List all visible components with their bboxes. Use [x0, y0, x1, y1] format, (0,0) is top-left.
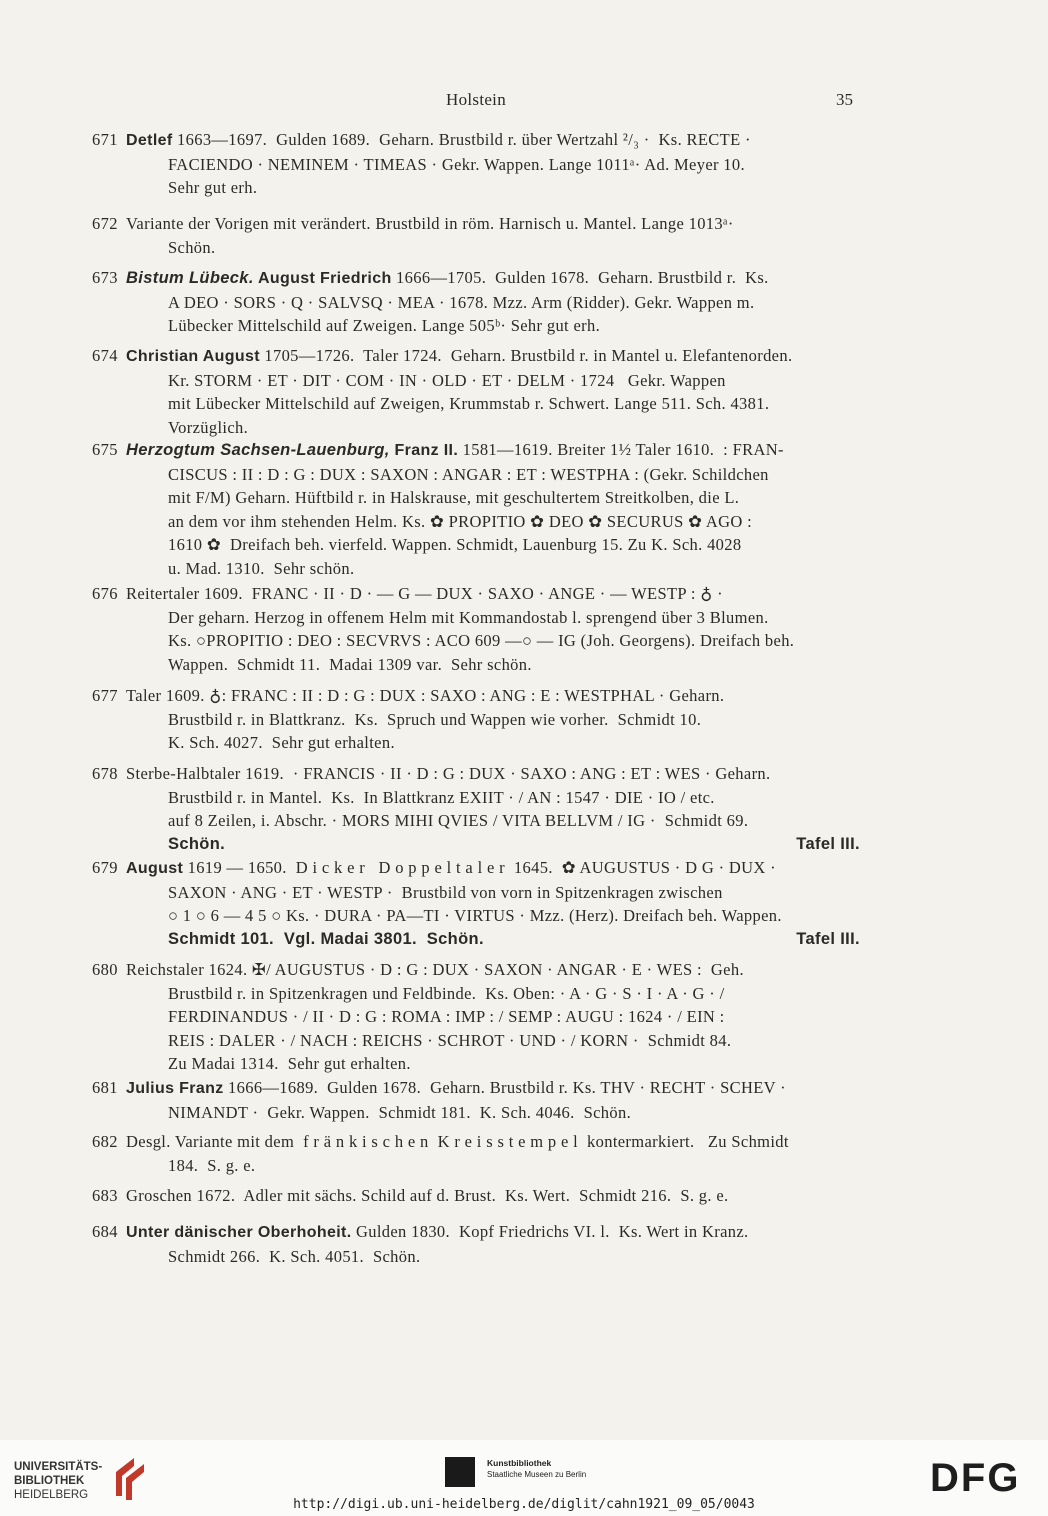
- entry-text: NIMANDT · Gekr. Wappen. Schmidt 181. K. Sch. 4046. Schön.: [168, 1102, 632, 1122]
- entry-line-content: [168, 833, 225, 857]
- catalogue-entry: [92, 1184, 860, 1208]
- entry-text: SAXON · ANG · ET · WESTP · Brustbild von vorn in Spitzenkragen zwischen: [168, 882, 723, 902]
- library-name-line: UNIVERSITÄTS-: [14, 1461, 103, 1473]
- entry-heading: Julius Franz: [126, 1080, 224, 1097]
- entry-line: [92, 153, 860, 177]
- entry-line-content: [168, 904, 782, 928]
- lot-number: 679: [92, 858, 118, 877]
- entry-text: 1663—1697. Gulden 1689. Geharn. Brustbild r. über Wertzahl ²/₃ · Ks. RECTE ·: [172, 130, 751, 149]
- entry-line-content: [168, 1154, 255, 1178]
- lot-number: 672: [92, 214, 118, 233]
- entry-text: Schmidt 101. Vgl. Madai 3801. Schön.: [168, 929, 484, 948]
- entry-line: [92, 176, 860, 200]
- entry-line-content: [168, 606, 769, 630]
- entry-text: Gulden 1830. Kopf Friedrichs VI. l. Ks. Wert in Kranz.: [351, 1222, 749, 1241]
- entry-line: [92, 463, 860, 487]
- entry-line-content: [92, 856, 776, 881]
- entry-text: 1610 ✿ Dreifach beh. vierfeld. Wappen. Schmidt, Lauenburg 15. Zu K. Sch. 4028: [168, 535, 742, 554]
- entry-text: ○ 1 ○ 6 — 4 5 ○ Ks. · DURA · PA—TI · VIRTUS · Mzz. (Herz). Dreifach beh. Wappen.: [168, 906, 782, 925]
- entry-ruler: August Friedrich: [253, 270, 392, 287]
- catalogue-entry: [92, 438, 860, 580]
- catalogue-entry: [92, 856, 860, 951]
- catalogue-entry: [92, 266, 860, 338]
- lot-number: 675: [92, 440, 118, 459]
- entry-text: CISCUS : II : D : G : DUX : SAXON : ANGAR : ET : WESTPHA : (Gekr. Schildchen: [168, 464, 769, 484]
- entry-line-content: [168, 557, 354, 581]
- catalogue-entry: [92, 958, 860, 1076]
- lot-number: 683: [92, 1186, 118, 1205]
- entry-text: Sterbe-Halbtaler 1619. · FRANCIS · II · D : G : DUX · SAXO : ANG : ET : WES · Geharn.: [126, 764, 771, 783]
- entry-line: [92, 510, 860, 534]
- entry-line-content: [168, 1101, 631, 1125]
- entry-heading: Herzogtum Sachsen-Lauenburg,: [126, 441, 390, 459]
- entry-text: Schmidt 266. K. Sch. 4051. Schön.: [168, 1246, 421, 1266]
- entry-text: Wappen. Schmidt 11. Madai 1309 var. Sehr schön.: [168, 654, 532, 674]
- lot-number: 681: [92, 1078, 118, 1097]
- entry-line: [92, 1245, 860, 1269]
- entry-text: Lübecker Mittelschild auf Zweigen. Lange 505ᵇ· Sehr gut erh.: [168, 316, 601, 335]
- entry-text: Ks. ○PROPITIO : DEO : SECVRVS : ACO 609 —○ — IG (Joh. Georgens). Dreifach beh.: [168, 631, 795, 650]
- entry-text: auf 8 Zeilen, i. Abschr. · MORS MIHI QVIES / VITA BELLVM / IG · Schmidt 69.: [168, 811, 749, 830]
- entry-text: 1666—1705. Gulden 1678. Geharn. Brustbild r. Ks.: [391, 268, 769, 287]
- entry-text: Schön.: [168, 237, 216, 257]
- museum-logo-icon: [445, 1457, 475, 1487]
- entry-line-content: [168, 1029, 731, 1053]
- entry-text: 1666—1689. Gulden 1678. Geharn. Brustbild r. Ks. THV · RECHT · SCHEV ·: [223, 1078, 786, 1097]
- entry-text: Desgl. Variante mit dem f r ä n k i s c h e n K r e i s s t e m p e l kontermarkiert. Zu Schmidt: [126, 1132, 789, 1151]
- entry-heading: Christian August: [126, 348, 260, 365]
- entry-text: FACIENDO · NEMINEM · TIMEAS · Gekr. Wappen. Lange 1011ᵃ· Ad. Meyer 10.: [168, 154, 745, 174]
- entry-line-content: [168, 533, 741, 557]
- lot-number: 673: [92, 268, 118, 287]
- entry-line-content: [92, 582, 723, 606]
- entry-text: Brustbild r. in Blattkranz. Ks. Spruch und Wappen wie vorher. Schmidt 10.: [168, 709, 702, 729]
- library-name-line: HEIDELBERG: [14, 1489, 89, 1501]
- page-title: Holstein: [446, 90, 507, 109]
- catalogue-entry: [92, 582, 860, 676]
- entry-line: [92, 809, 860, 833]
- entry-line-content: [92, 344, 792, 369]
- entry-text: Sehr gut erh.: [168, 178, 258, 197]
- entry-line: [92, 314, 860, 338]
- entry-heading: August: [126, 860, 184, 877]
- entry-line: [92, 684, 860, 708]
- entry-line-content: [92, 438, 784, 463]
- catalogue-entry: [92, 212, 860, 259]
- entry-text: K. Sch. 4027. Sehr gut erhalten.: [168, 733, 395, 752]
- entry-line: [92, 958, 860, 982]
- entry-text: Zu Madai 1314. Sehr gut erhalten.: [168, 1054, 411, 1073]
- entry-line: [92, 982, 860, 1006]
- entry-text: Brustbild r. in Spitzenkragen und Feldbinde. Ks. Oben: · A · G · S · I · A · G · /: [168, 983, 725, 1003]
- entry-line: [92, 1052, 860, 1076]
- entry-heading: Detlef: [126, 132, 173, 149]
- entry-line: [92, 731, 860, 755]
- catalogue-entry: [92, 762, 860, 856]
- entry-ruler: Franz II.: [389, 442, 459, 459]
- entry-text: Variante der Vorigen mit verändert. Brustbild in röm. Harnisch u. Mantel. Lange 1013ᵃ·: [126, 214, 734, 233]
- entry-line: [92, 582, 860, 606]
- entry-line: [92, 833, 860, 857]
- entry-line-content: [168, 928, 484, 952]
- entry-text: Kr. STORM · ET · DIT · COM · IN · OLD · ET · DELM · 1724 Gekr. Wappen: [168, 370, 726, 390]
- lot-number: 682: [92, 1132, 118, 1151]
- entry-line: [92, 236, 860, 260]
- lot-number: 676: [92, 584, 118, 603]
- catalogue-entry: [92, 1130, 860, 1177]
- entry-line: [92, 533, 860, 557]
- entry-text: Brustbild r. in Mantel. Ks. In Blattkranz EXIIT · / AN : 1547 · DIE · IO / etc.: [168, 787, 715, 807]
- entry-line-content: [92, 128, 751, 153]
- entry-text: Taler 1609. ♁: FRANC : II : D : G : DUX : SAXO : ANG : E : WESTPHAL · Geharn.: [126, 686, 725, 705]
- entry-heading: Unter dänischer Oberhoheit.: [126, 1224, 352, 1241]
- entry-line-content: [168, 731, 395, 755]
- entry-text: REIS : DALER · / NACH : REICHS · SCHROT · UND · / KORN · Schmidt 84.: [168, 1030, 732, 1050]
- museum-name: Kunstbibliothek: [487, 1458, 552, 1468]
- entry-line: [92, 928, 860, 952]
- entry-line-content: [168, 153, 745, 177]
- entry-line-content: [168, 1005, 725, 1029]
- entry-text: Schön.: [168, 834, 226, 853]
- entry-line-content: [168, 809, 748, 833]
- plate-reference: Tafel III.: [796, 929, 860, 948]
- entry-line-content: [168, 392, 769, 416]
- lot-number: 671: [92, 130, 118, 149]
- entry-line-content: [168, 982, 725, 1006]
- catalogue-entry: [92, 1076, 860, 1124]
- entry-line: [92, 708, 860, 732]
- entry-text: 1705—1726. Taler 1724. Geharn. Brustbild r. in Mantel u. Elefantenorden.: [259, 346, 793, 365]
- entry-line-content: [92, 212, 734, 236]
- entry-line-content: [168, 629, 794, 653]
- entry-text: Der geharn. Herzog in offenem Helm mit Kommandostab l. sprengend über 3 Blumen.: [168, 607, 769, 627]
- entry-text: mit F/M) Geharn. Hüftbild r. in Halskrause, mit geschultertem Streitkolben, die L.: [168, 488, 740, 507]
- entry-line: [92, 786, 860, 810]
- permalink[interactable]: http://digi.ub.uni-heidelberg.de/diglit/cahn1921_09_05/0043: [293, 1497, 755, 1512]
- entry-line: [92, 1005, 860, 1029]
- lot-number: 678: [92, 764, 118, 783]
- entry-text: an dem vor ihm stehenden Helm. Ks. ✿ PROPITIO ✿ DEO ✿ SECURUS ✿ AGO :: [168, 511, 753, 531]
- entry-line-content: [92, 1184, 729, 1208]
- catalogue-entry: [92, 1220, 860, 1268]
- museum-logo-text: [487, 1458, 586, 1480]
- entry-line: [92, 1130, 860, 1154]
- entry-line-content: [92, 1220, 749, 1245]
- entry-line: [92, 416, 860, 440]
- entry-line: [92, 392, 860, 416]
- entry-line: [92, 856, 860, 881]
- entry-line: [92, 762, 860, 786]
- entry-line: [92, 653, 860, 677]
- entry-line-content: [92, 266, 769, 291]
- entry-line: [92, 629, 860, 653]
- entry-line: [92, 1101, 860, 1125]
- entry-line-content: [92, 958, 744, 982]
- entry-line-content: [168, 369, 726, 393]
- dfg-logo: DFG: [930, 1456, 1021, 1500]
- entry-line-content: [168, 1245, 420, 1269]
- entry-line-content: [168, 236, 215, 260]
- entry-line-content: [168, 314, 600, 338]
- catalogue-entry: [92, 344, 860, 439]
- library-logo[interactable]: [14, 1460, 102, 1502]
- entry-line: [92, 1184, 860, 1208]
- entry-line-content: [92, 1076, 786, 1101]
- entry-line: [92, 557, 860, 581]
- entry-line: [92, 128, 860, 153]
- entry-text: Reichstaler 1624. ✠/ AUGUSTUS · D : G : DUX · SAXON · ANGAR · E · WES : Geh.: [126, 960, 744, 979]
- plate-reference: Tafel III.: [796, 834, 860, 853]
- lot-number: 674: [92, 346, 118, 365]
- footer-bar: [0, 1440, 1048, 1516]
- entry-line: [92, 369, 860, 393]
- entry-line-content: [168, 176, 257, 200]
- library-name-line: BIBLIOTHEK: [14, 1475, 85, 1487]
- entry-text: Reitertaler 1609. FRANC · II · D · — G — DUX · SAXO · ANGE · — WESTP : ♁ ·: [126, 584, 723, 603]
- entry-line-content: [168, 416, 248, 440]
- entry-heading: Bistum Lübeck.: [126, 269, 254, 287]
- entry-text: 184. S. g. e.: [168, 1155, 256, 1175]
- entry-line-content: [92, 684, 724, 708]
- entry-line: [92, 212, 860, 236]
- entry-line: [92, 266, 860, 291]
- entry-line-content: [168, 653, 532, 677]
- entry-text: 1619 — 1650. D i c k e r D o p p e l t a l e r 1645. ✿ AUGUSTUS · D G · DUX ·: [183, 858, 777, 877]
- entry-line-content: [168, 463, 769, 487]
- entry-line-content: [92, 762, 771, 786]
- entry-text: 1581—1619. Breiter 1½ Taler 1610. : FRAN-: [458, 440, 784, 459]
- entry-line-content: [92, 1130, 789, 1154]
- entry-line: [92, 1076, 860, 1101]
- entry-line: [92, 291, 860, 315]
- entry-line: [92, 438, 860, 463]
- entry-line: [92, 1029, 860, 1053]
- entry-line: [92, 904, 860, 928]
- entry-text: FERDINANDUS · / II · D : G : ROMA : IMP : / SEMP : AUGU : 1624 · / EIN :: [168, 1007, 725, 1026]
- entry-line: [92, 1220, 860, 1245]
- entry-line: [92, 606, 860, 630]
- entry-line: [92, 881, 860, 905]
- entry-text: A DEO · SORS · Q · SALVSQ · MEA · 1678. Mzz. Arm (Ridder). Gekr. Wappen m.: [168, 292, 755, 312]
- entry-line-content: [168, 786, 715, 810]
- lot-number: 677: [92, 686, 118, 705]
- entry-line: [92, 486, 860, 510]
- entry-line-content: [168, 510, 752, 534]
- entry-line: [92, 1154, 860, 1178]
- entry-line-content: [168, 1052, 411, 1076]
- entry-text: Groschen 1672. Adler mit sächs. Schild auf d. Brust. Ks. Wert. Schmidt 216. S. g. e.: [126, 1186, 729, 1205]
- entry-text: mit Lübecker Mittelschild auf Zweigen, Krummstab r. Schwert. Lange 511. Sch. 4381.: [168, 394, 770, 413]
- entry-line-content: [168, 486, 739, 510]
- entry-line-content: [168, 881, 723, 905]
- entry-line-content: [168, 708, 701, 732]
- catalogue-entry: [92, 128, 860, 200]
- entry-text: Vorzüglich.: [168, 417, 249, 437]
- page-number: 35: [836, 90, 853, 109]
- catalogue-entry: [92, 684, 860, 755]
- lot-number: 684: [92, 1222, 118, 1241]
- museum-subtitle: Staatliche Museen zu Berlin: [487, 1470, 587, 1479]
- entry-line: [92, 344, 860, 369]
- lot-number: 680: [92, 960, 118, 979]
- entry-line-content: [168, 291, 754, 315]
- entry-text: u. Mad. 1310. Sehr schön.: [168, 558, 355, 578]
